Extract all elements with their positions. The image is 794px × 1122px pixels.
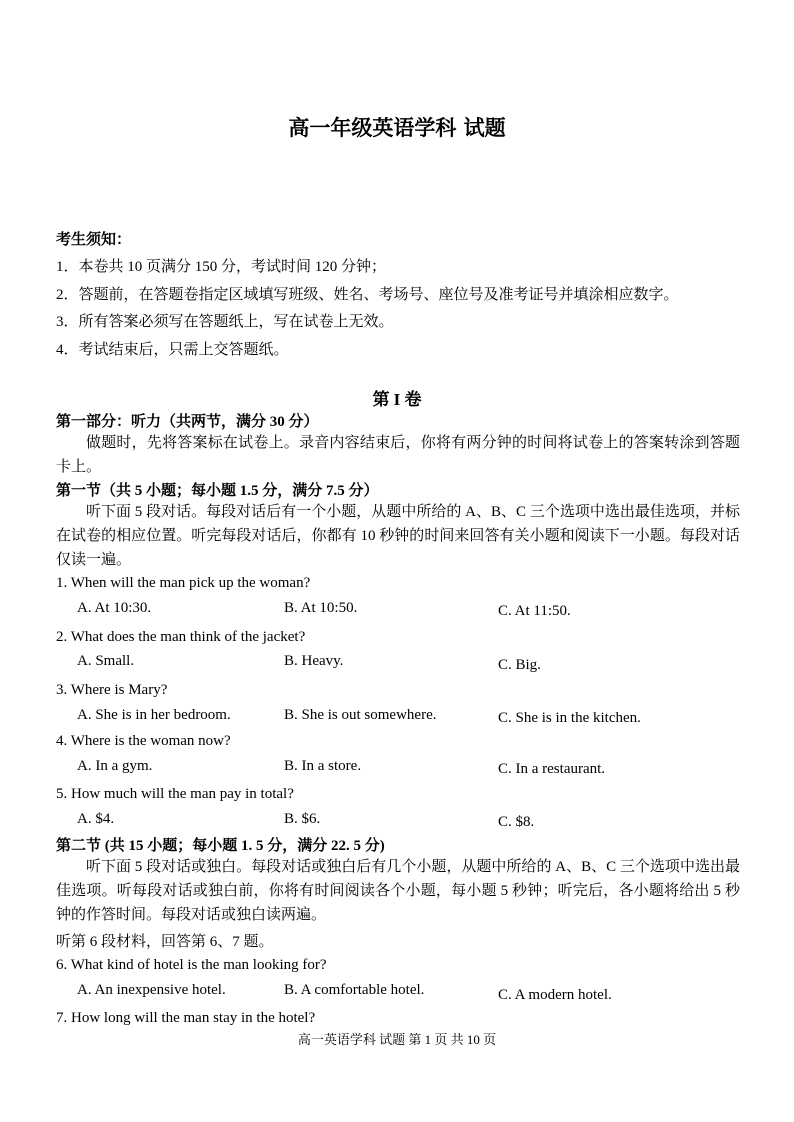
q1-option-c: C. At 11:50. [498, 603, 571, 619]
notice-heading: 考生须知： [56, 232, 132, 248]
question-4: 4. Where is the woman now? [56, 733, 231, 749]
q2-option-c: C. Big. [498, 657, 541, 673]
part1-instruction: 做题时，先将答案标在试卷上。录音内容结束后，你将有两分钟的时间将试卷上的答案转涂到答题卡上。 [56, 435, 740, 475]
notice-item-4: 4．考试结束后，只需上交答题纸。 [56, 342, 289, 358]
question-1: 1. When will the man pick up the woman? [56, 575, 311, 591]
page-footer: 高一英语学科 试题 第 1 页 共 10 页 [297, 1032, 497, 1047]
question-6: 6. What kind of hotel is the man looking for? [56, 957, 327, 973]
q6-option-c: C. A modern hotel. [498, 987, 612, 1003]
notice-item-2: 2．答题前，在答题卷指定区域填写班级、姓名、考场号、座位号及准考证号并填涂相应数字。 [56, 287, 679, 303]
section2-material: 听第 6 段材料，回答第 6、7 题。 [56, 934, 274, 950]
question-5: 5. How much will the man pay in total? [56, 786, 294, 802]
q1-option-a: A. At 10:30. [77, 600, 152, 616]
section2-instruction: 听下面 5 段对话或独白。每段对话或独白后有几个小题，从题中所给的 A、B、C 三个选项中选出最佳选项。听每段对话或独白前，你将有时间阅读各个小题，每小题 5 秒钟；听完后，各小题将给出 5 秒钟的作答时间。每段对话或独白读两遍。 [56, 859, 740, 923]
question-7: 7. How long will the man stay in the hotel? [56, 1010, 316, 1026]
q1-option-b: B. At 10:50. [284, 600, 358, 616]
q5-option-c: C. $8. [498, 814, 535, 830]
q3-option-b: B. She is out somewhere. [284, 707, 437, 723]
notice-item-3: 3．所有答案必须写在答题纸上，写在试卷上无效。 [56, 314, 394, 330]
section1-instruction: 听下面 5 段对话。每段对话后有一个小题，从题中所给的 A、B、C 三个选项中选出最佳选项，并标在试卷的相应位置。听完每段对话后，你都有 10 秒钟的时间来回答有关小题和阅读下一小题。每段对话仅读一遍。 [56, 504, 740, 568]
notice-item-1: 1．本卷共 10 页满分 150 分，考试时间 120 分钟； [56, 259, 387, 275]
q6-option-b: B. A comfortable hotel. [284, 982, 425, 998]
page-title: 高一年级英语学科 试题 [288, 116, 506, 140]
q6-option-a: A. An inexpensive hotel. [77, 982, 226, 998]
q4-option-a: A. In a gym. [77, 758, 153, 774]
section1-heading: 第一节（共 5 小题；每小题 1.5 分，满分 7.5 分） [56, 483, 379, 499]
q3-option-c: C. She is in the kitchen. [498, 710, 641, 726]
volume-heading: 第 I 卷 [372, 390, 422, 409]
q5-option-a: A. $4. [77, 811, 115, 827]
question-3: 3. Where is Mary? [56, 682, 168, 698]
q2-option-a: A. Small. [77, 653, 135, 669]
section2-heading: 第二节 (共 15 小题；每小题 1. 5 分，满分 22. 5 分) [56, 838, 385, 854]
q4-option-c: C. In a restaurant. [498, 761, 606, 777]
question-2: 2. What does the man think of the jacket? [56, 629, 306, 645]
q3-option-a: A. She is in her bedroom. [77, 707, 231, 723]
q5-option-b: B. $6. [284, 811, 321, 827]
part1-heading: 第一部分：听力（共两节，满分 30 分） [56, 414, 319, 430]
q4-option-b: B. In a store. [284, 758, 362, 774]
q2-option-b: B. Heavy. [284, 653, 344, 669]
